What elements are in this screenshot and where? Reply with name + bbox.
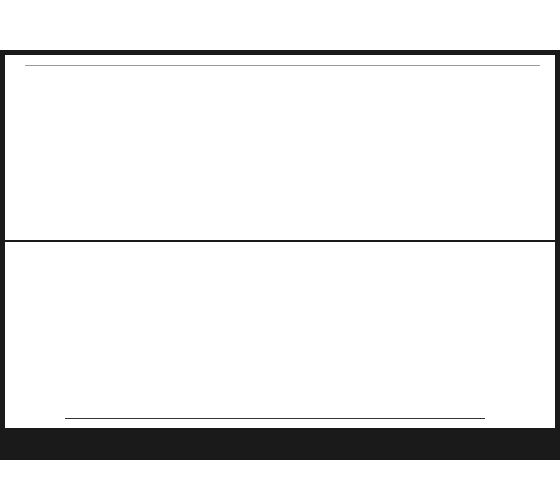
top-note-line (25, 59, 540, 66)
footer-line (65, 418, 485, 419)
planner-page-bottom (5, 242, 555, 428)
planner-page-top (5, 55, 555, 240)
bottom-bar (0, 428, 560, 460)
